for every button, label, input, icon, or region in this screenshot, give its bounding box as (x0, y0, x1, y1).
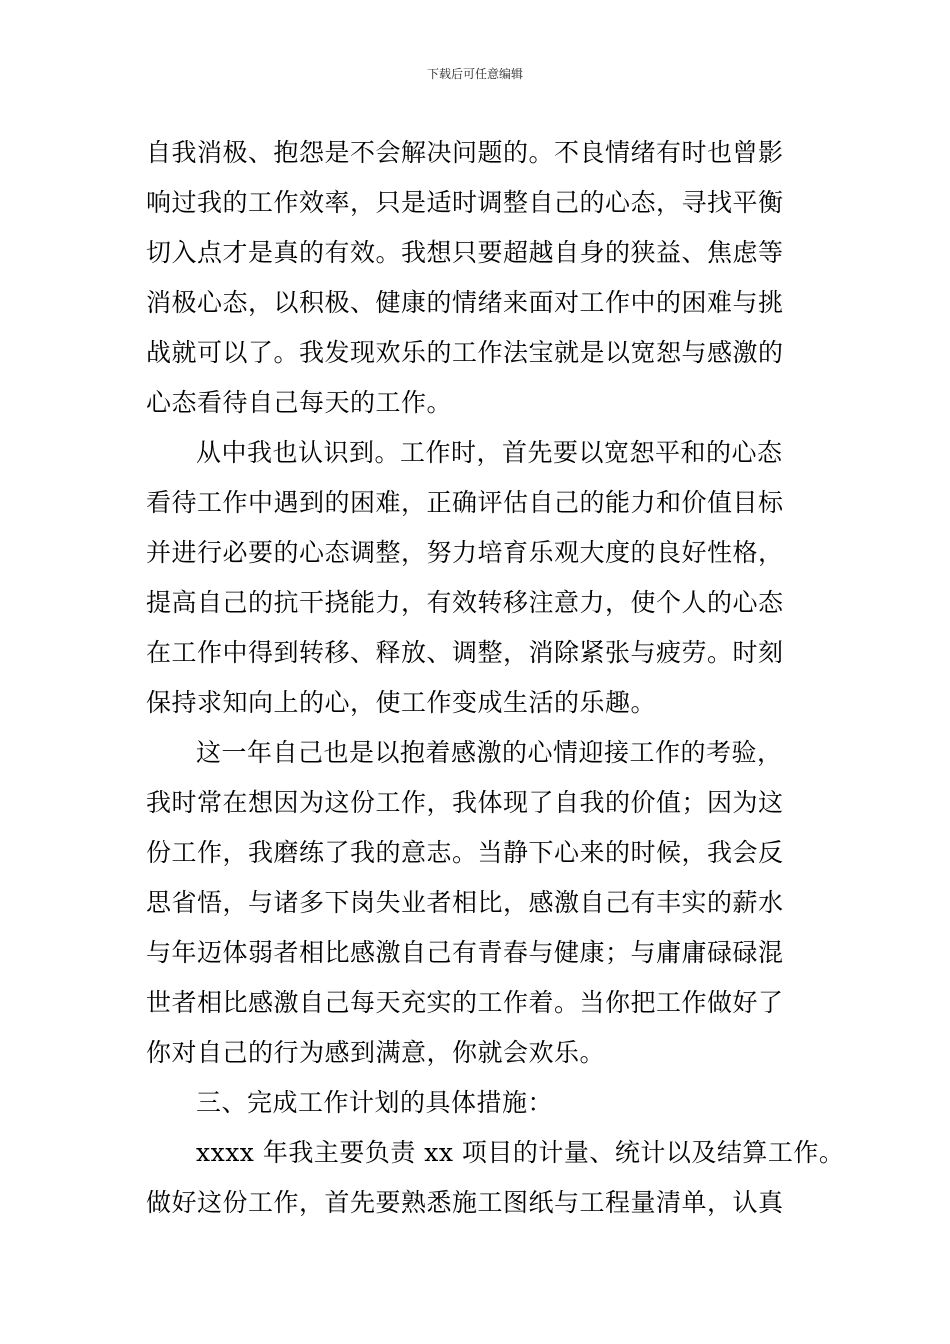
text-line: 在工作中得到转移、释放、调整，消除紧张与疲劳。时刻 (146, 638, 784, 667)
text-line: 消极心态，以积极、健康的情绪来面对工作中的困难与挑 (146, 288, 784, 317)
text-line: 提高自己的抗干挠能力，有效转移注意力，使个人的心态 (146, 588, 784, 617)
body-text (146, 128, 845, 1228)
paragraph-first-line: 这一年自己也是以抱着感激的心情迎接工作的考验， (196, 738, 783, 767)
paragraph-first-line: xxxx 年我主要负责 xx 项目的计量、统计以及结算工作。 (196, 1138, 845, 1167)
text-line: 思省悟，与诸多下岗失业者相比，感激自己有丰实的薪水 (146, 888, 784, 917)
paragraph-first-line: 从中我也认识到。工作时，首先要以宽恕平和的心态 (196, 438, 783, 467)
text-line: 保持求知向上的心，使工作变成生活的乐趣。 (146, 688, 657, 717)
text-line: 自我消极、抱怨是不会解决问题的。不良情绪有时也曾影 (146, 138, 784, 167)
text-line: 份工作，我磨练了我的意志。当静下心来的时候，我会反 (146, 838, 784, 867)
header-note: 下载后可任意编辑 (426, 67, 523, 81)
text-line: 切入点才是真的有效。我想只要超越自身的狭益、焦虑等 (146, 238, 784, 267)
text-line: 你对自己的行为感到满意，你就会欢乐。 (146, 1038, 606, 1067)
text-line: 战就可以了。我发现欢乐的工作法宝就是以宽恕与感激的 (146, 338, 784, 367)
text-line: 世者相比感激自己每天充实的工作着。当你把工作做好了 (146, 988, 784, 1017)
text-line: 做好这份工作，首先要熟悉施工图纸与工程量清单，认真 (146, 1188, 784, 1217)
text-line: 心态看待自己每天的工作。 (146, 388, 453, 417)
text-line: 我时常在想因为这份工作，我体现了自我的价值；因为这 (146, 788, 784, 817)
text-line: 与年迈体弱者相比感激自己有青春与健康；与庸庸碌碌混 (146, 938, 784, 967)
text-line: 并进行必要的心态调整，努力培育乐观大度的良好性格， (146, 538, 784, 567)
text-line: 响过我的工作效率，只是适时调整自己的心态，寻找平衡 (146, 188, 784, 217)
text-line: 看待工作中遇到的困难，正确评估自己的能力和价值目标 (146, 488, 784, 517)
section-heading: 三、完成工作计划的具体措施： (196, 1088, 554, 1117)
